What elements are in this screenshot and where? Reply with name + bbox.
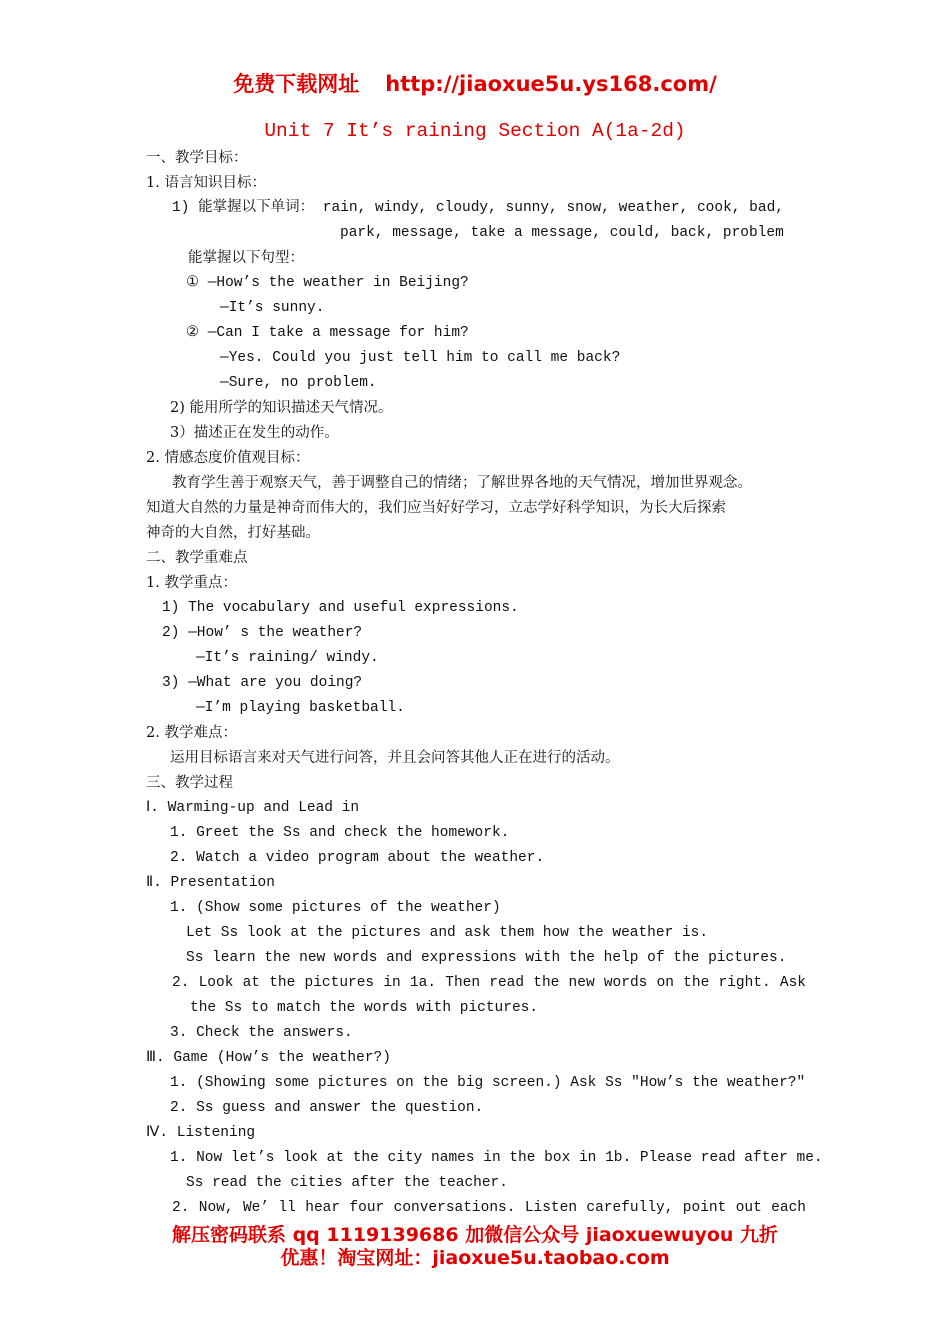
emotion-paragraph-line-3: 神奇的大自然，打好基础。 xyxy=(146,525,320,541)
step-I-item-2: 2. Watch a video program about the weather. xyxy=(170,850,545,866)
step-IV-item-1-line-2: Ss read the cities after the teacher. xyxy=(186,1175,508,1191)
key-point-2-answer: —It’s raining/ windy. xyxy=(196,650,379,666)
page-title: Unit 7 It’s raining Section A(1a-2d) xyxy=(264,120,686,142)
step-II-item-2: 2. Look at the pictures in 1a. Then read the new words on the right. Ask xyxy=(172,975,806,991)
subheading-difficulty: 2. 教学难点： xyxy=(146,725,237,741)
download-url-header xyxy=(0,68,950,98)
key-point-3-answer: —I’m playing basketball. xyxy=(196,700,405,716)
step-IV-heading: Ⅳ. Listening xyxy=(146,1125,256,1141)
dialog-2-answer: —Yes. Could you just tell him to call me back? xyxy=(220,350,621,366)
footer-shop-line: 优惠！淘宝网址：jiaoxue5u.taobao.com xyxy=(280,1247,670,1269)
step-III-item-2: 2. Ss guess and answer the question. xyxy=(170,1100,484,1116)
goal-describe-actions: 3）描述正在发生的动作。 xyxy=(170,425,339,441)
step-II-item-2-line-2: the Ss to match the words with pictures. xyxy=(190,1000,539,1016)
step-III-item-1: 1. (Showing some pictures on the big screen.) Ask Ss "How’s the weather?" xyxy=(170,1075,806,1091)
step-I-heading: Ⅰ. Warming-up and Lead in xyxy=(146,800,360,816)
key-point-2-question: 2) —How’ s the weather? xyxy=(162,625,363,641)
emotion-paragraph-line-1: 教育学生善于观察天气，善于调整自己的情绪；了解世界各地的天气情况，增加世界观念。 xyxy=(172,475,752,491)
key-point-1: 1) The vocabulary and useful expressions. xyxy=(162,600,519,616)
header-label: 免费下载网址 xyxy=(233,72,360,96)
dialog-2-reply: —Sure, no problem. xyxy=(220,375,377,391)
section-heading-procedure: 三、教学过程 xyxy=(146,775,233,791)
key-point-3-question: 3) —What are you doing? xyxy=(162,675,363,691)
difficulty-text: 运用目标语言来对天气进行问答，并且会问答其他人正在进行的活动。 xyxy=(170,750,620,766)
step-II-heading: Ⅱ. Presentation xyxy=(146,875,275,891)
section-heading-objectives: 一、教学目标： xyxy=(146,150,248,166)
subheading-key-point: 1. 教学重点： xyxy=(146,575,237,591)
step-II-item-3: 3. Check the answers. xyxy=(170,1025,353,1041)
sentence-patterns-label: 能掌握以下句型： xyxy=(188,250,304,266)
goal-describe-weather: 2) 能用所学的知识描述天气情况。 xyxy=(170,400,393,416)
step-II-item-1-line-2: Let Ss look at the pictures and ask them how the weather is. xyxy=(186,925,709,941)
subheading-emotion-goals: 2. 情感态度价值观目标： xyxy=(146,450,310,466)
step-IV-item-2: 2. Now, We’ ll hear four conversations. Listen carefully, point out each xyxy=(172,1200,806,1216)
dialog-1-answer: —It’s sunny. xyxy=(220,300,325,316)
step-II-item-1: 1. (Show some pictures of the weather) xyxy=(170,900,501,916)
footer-contact-line: 解压密码联系 qq 1119139686 加微信公众号 jiaoxuewuyou 九折 xyxy=(171,1224,779,1246)
dialog-2-question: ② —Can I take a message for him? xyxy=(186,325,469,341)
step-II-item-1-line-3: Ss learn the new words and expressions with the help of the pictures. xyxy=(186,950,787,966)
emotion-paragraph-line-2: 知道大自然的力量是神奇而伟大的，我们应当好好学习，立志学好科学知识，为长大后探索 xyxy=(146,500,726,516)
header-url-link[interactable]: http://jiaoxue5u.ys168.com/ xyxy=(385,72,717,96)
vocab-line-2: park, message, take a message, could, back, problem xyxy=(340,225,784,241)
dialog-1-question: ① —How’s the weather in Beijing? xyxy=(186,275,469,291)
vocab-line-1: 1) 能掌握以下单词： rain, windy, cloudy, sunny, snow, weather, cook, bad, xyxy=(172,200,784,216)
step-IV-item-1: 1. Now let’s look at the city names in the box in 1b. Please read after me. xyxy=(170,1150,823,1166)
subheading-language-goals: 1. 语言知识目标： xyxy=(146,175,266,191)
step-III-heading: Ⅲ. Game (How’s the weather?) xyxy=(146,1050,391,1066)
step-I-item-1: 1. Greet the Ss and check the homework. xyxy=(170,825,510,841)
section-heading-key-points: 二、教学重难点 xyxy=(146,550,248,566)
